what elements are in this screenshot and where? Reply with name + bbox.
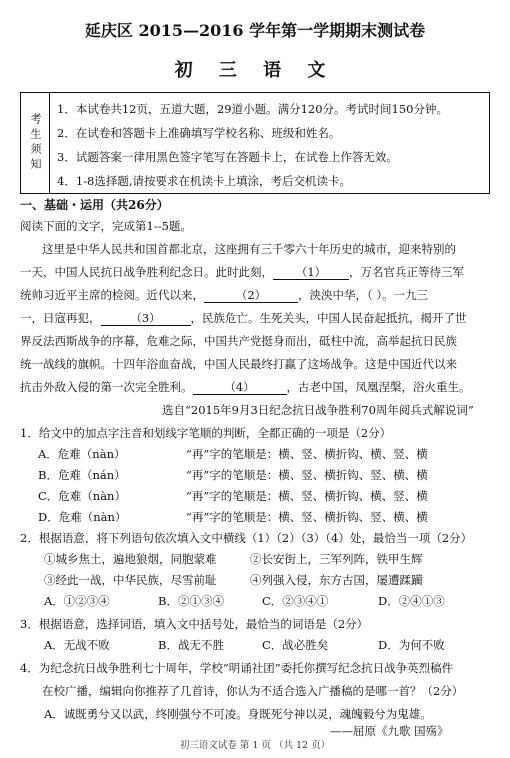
notice-item: 3．试题答案一律用黑色签字笔写在答题卡上，在试卷上作答无效。 [57,150,398,164]
q3-option-a[interactable]: A．无战不败 [44,638,110,652]
question-3-stem: 3．根据语意，选择词语，填入文中括号处，最恰当的词语是（2分） [20,617,369,631]
passage-line: 一天，中国人民抗日战争胜利纪念日。此时此刻， （1） ，万名官兵正等待三军 [20,265,464,279]
q2-choice: ①城乡焦土，遍地狼烟，同胞蒙难 [44,552,217,566]
q1-option-c-text: “再”字的笔顺是：横、竖、横折钩、横、竖、横 [186,489,428,503]
passage-source: 选自“2015年9月3日纪念抗日战争胜利70周年阅兵式解说词” [162,403,474,417]
q3-option-b[interactable]: B．战无不胜 [158,638,224,652]
q1-option-d[interactable]: D．危难（nàn） [38,510,127,524]
section-instruction: 阅读下面的文字，完成第1--5题。 [20,219,192,233]
notice-item: 4．1-8选择题,请按要求在机读卡上填涂，考后交机读卡。 [57,174,351,188]
exam-title: 延庆区 2015—2016 学年第一学期期末测试卷 [84,21,426,40]
question-4-stem: 4．为纪念抗日战争胜利七十周年，学校“明诵社团”委托你撰写纪念抗日战争英烈稿件 [20,661,454,675]
passage-line: 统帅习近平主席的检阅。近代以来， （2） ，泱泱中华，（ ）。一九三 [20,288,429,302]
q2-option-b[interactable]: B．②①③④ [158,594,224,608]
question-4-stem-cont: 在校广播，编辑向你推荐了几首诗，你认为不适合选入广播稿的是哪一首？（2分） [42,684,464,698]
blank-1: （1） [273,267,349,280]
passage-line: 这里是中华人民共和国首都北京，这座拥有三千零六十年历史的城市，迎来特别的 [42,242,456,256]
q2-option-c[interactable]: C．②③④① [262,594,329,608]
q2-choice: ②长安街上，三军列阵，铁甲生辉 [250,552,423,566]
passage-line: 统一战线的旗帜。十四年浴血奋战，中国人民最终打赢了这场战争。这是中国近代以来 [20,357,457,371]
q3-option-c[interactable]: C．战必胜矣 [262,638,329,652]
page-footer: 初三语文试卷 第 1 页 （共 12 页） [179,740,331,751]
question-2-stem: 2．根据语意，将下列语句依次填入文中横线（1）（2）（3）（4）处，最恰当一项（2分） [20,531,473,545]
notice-item: 1．本试卷共12页，五道大题，29道小题。满分120分。考试时间150分钟。 [57,102,448,116]
blank-2: （2） [204,290,298,303]
q2-choice: ③经此一战，中华民族，尽雪前耻 [44,573,217,587]
passage-line: 抗击外敌入侵的第一次完全胜利。 （4） ，古老中国，凤凰涅槃，浴火重生。 [20,380,471,394]
section-heading: 一、基础・运用（共26分） [20,198,169,212]
passage-line: 界反法西斯战争的序幕，危难之际，中国共产党挺身而出，砥柱中流，高举起抗日民族 [20,334,457,348]
q1-option-a[interactable]: A．危难（nàn） [38,447,126,461]
q2-choice: ④列强入侵，东方古国，屡遭蹂躏 [250,573,423,587]
notice-label: 考生须知 [21,93,50,193]
q1-option-c[interactable]: C．危难（nàn） [38,489,126,503]
q2-option-d[interactable]: D．②④①③ [378,594,445,608]
q3-option-d[interactable]: D．为何不败 [378,638,445,652]
q1-option-b[interactable]: B．危难（nán） [38,468,126,482]
notice-box [20,92,490,194]
q1-option-a-text: “再”字的笔顺是：横、竖、横折钩、横、竖、横 [186,447,428,461]
notice-item: 2．在试卷和答题卡上准确填写学校名称、班级和姓名。 [57,126,341,140]
passage-line: 一，日寇再犯， （3） ，民族危亡。生死关头，中国人民奋起抵抗，揭开了世 [20,311,467,325]
q4-option-a[interactable]: A．诚既勇兮又以武，终刚强兮不可凌。身既死兮神以灵，魂魄毅兮为鬼雄。 [44,707,432,721]
question-1-stem: 1．给文中的加点字注音和划线字笔顺的判断，全都正确的一项是（2分） [20,426,392,440]
blank-3: （3） [101,313,191,326]
exam-subtitle: 初 三 语 文 [174,60,336,81]
blank-4: （4） [193,382,287,395]
q1-option-d-text: “再”字的笔顺是：横、竖、横折钩、竖、横、横 [186,510,428,524]
q4-attribution: ——屈原《九歌 国殇》 [330,724,449,738]
q1-option-b-text: “再”字的笔顺是：横、竖、横折钩、竖、横、横 [186,468,428,482]
q2-option-a[interactable]: A．①②③④ [44,594,110,608]
